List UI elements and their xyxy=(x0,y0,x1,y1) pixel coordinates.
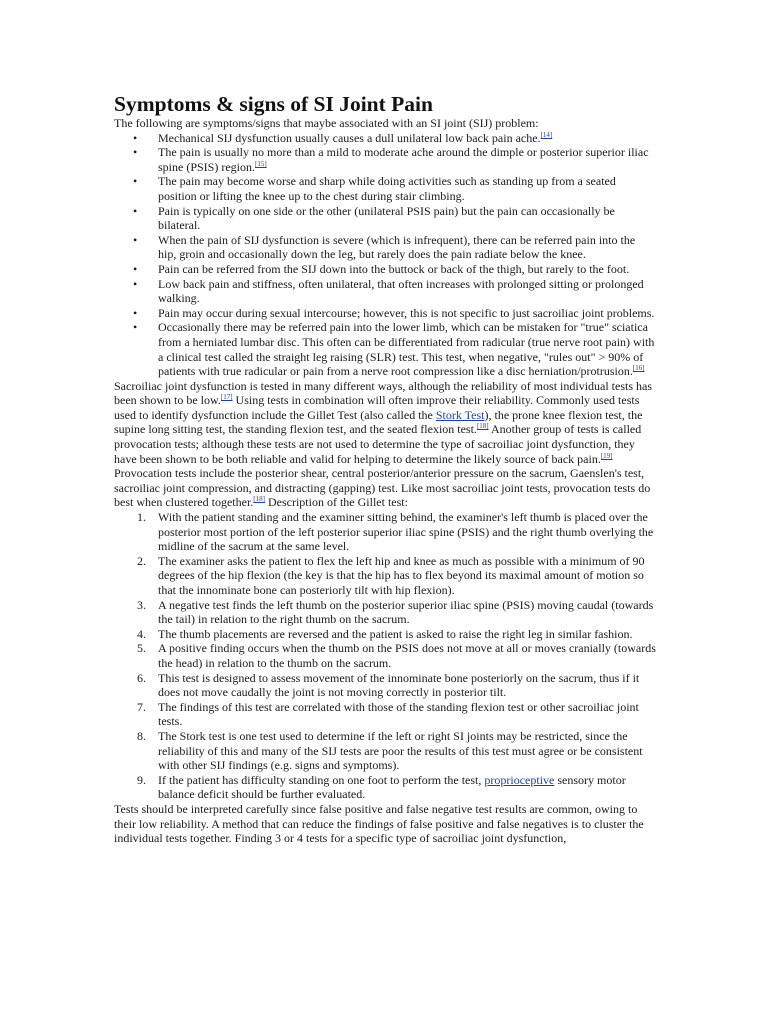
list-item: • The pain may become worse and sharp while doing activities such as standing up from a seated position or lifting the knee up to the chest during stair climbing. xyxy=(114,174,656,203)
list-item: • Low back pain and stiffness, often unilateral, that often increases with prolonged sitting or prolonged walking. xyxy=(114,277,656,306)
citation-link[interactable]: [17] xyxy=(220,393,233,402)
testing-paragraph: Sacroiliac joint dysfunction is tested in many different ways, although the reliability of most individual tests has been shown to be low.[17] Using tests in combination will often improve their reliability. Commonly used tests used to identify dysfunction include the Gillet Test (also called the Stork Test), the prone knee flexion test, the supine long sitting test, the standing flexion test, and the seated flexion test.[18] Another group of tests is called provocation tests; although these tests are not used to determine the type of sacroiliac joint dysfunction, they have been shown to be both reliable and valid for helping to determine the likely source of back pain.[19] Provocation tests include the posterior shear, central posterior/anterior pressure on the sacrum, Gaenslen's test, sacroiliac joint compression, and distracting (gapping) test. Like most sacroiliac joint tests, provocation tests do best when clustered together.[18] Description of the Gillet test: xyxy=(114,378,653,510)
list-item: • Pain can be referred from the SIJ down into the buttock or back of the thigh, but rarely to the foot. xyxy=(114,262,656,277)
citation-link[interactable]: [15] xyxy=(255,159,267,168)
list-item: 2. The examiner asks the patient to flex the left hip and knee as much as possible with a minimum of 90 degrees of the hip flexion (the key is that the hip has to flex beyond its maximal amount of motion so that the innominate bone can posteriorly tilt with hip flexion). xyxy=(137,553,645,597)
list-item: • Mechanical SIJ dysfunction usually causes a dull unilateral low back pain ache.[14] xyxy=(114,131,656,146)
list-item: 4. The thumb placements are reversed and the patient is asked to raise the right leg in similar fashion. xyxy=(137,626,633,641)
list-item: • Pain is typically on one side or the other (unilateral PSIS pain) but the pain can occasionally be bilateral. xyxy=(114,204,656,233)
list-item: • The pain is usually no more than a mild to moderate ache around the dimple or posterior superior iliac spine (PSIS) region.[15] xyxy=(114,145,656,174)
list-item: 1. With the patient standing and the examiner sitting behind, the examiner's left thumb is placed over the posterior most portion of the left posterior superior iliac spine (PSIS) and the right thumb overlying the midline of the sacrum at the same level. xyxy=(137,510,654,554)
proprioceptive-link[interactable]: proprioceptive xyxy=(484,772,555,787)
citation-link[interactable]: [19] xyxy=(600,451,613,460)
list-item: • Occasionally there may be referred pain into the lower limb, which can be mistaken for "true" sciatica from a herniated lumbar disc. This often can be differentiated from radicular (true nerve root pain) with a clinical test called the straight leg raising (SLR) test. This test, when negative, "rules out" > 90% of patients with true radicular or pain from a nerve root compression like a disc herniation/protrusion.[16] xyxy=(114,320,656,378)
page-title: Symptoms & signs of SI Joint Pain xyxy=(114,92,433,116)
gillet-steps-list xyxy=(114,510,656,802)
list-item: 5. A positive finding occurs when the thumb on the PSIS does not move at all or moves cranially (towards the head) in relation to the thumb on the sacrum. xyxy=(137,641,656,670)
stork-test-link[interactable]: Stork Test xyxy=(435,407,485,422)
list-item: • When the pain of SIJ dysfunction is severe (which is infrequent), there can be referred pain into the hip, groin and occasionally down the leg, but rarely does the pain radiate below the knee. xyxy=(114,233,656,262)
intro-text: The following are symptoms/signs that maybe associated with an SI joint (SIJ) problem: xyxy=(114,116,539,130)
list-item: 3. A negative test finds the left thumb on the posterior superior iliac spine (PSIS) moving caudal (towards the tail) in relation to the right thumb on the sacrum. xyxy=(137,597,654,627)
citation-link[interactable]: [14] xyxy=(540,130,553,139)
list-item: • Pain may occur during sexual intercourse; however, this is not specific to just sacroiliac joint problems. xyxy=(114,306,656,321)
list-item: 7. The findings of this test are correlated with those of the standing flexion test or other sacroiliac joint tests. xyxy=(137,699,639,729)
interpretation-paragraph: Tests should be interpreted carefully since false positive and false negative test results are common, owing to their low reliability. A method that can reduce the findings of false positive and false negatives is to cluster the individual tests together. Finding 3 or 4 tests for a specific type of sacroiliac joint dysfunction, xyxy=(114,801,644,846)
list-item: 8. The Stork test is one test used to determine if the left or right SI joints may be restricted, since the reliability of this and many of the SIJ tests are poor the results of this test must agree or be consistent with other SIJ findings (e.g. signs and symptoms). xyxy=(137,728,643,773)
document-page xyxy=(114,92,656,846)
citation-link[interactable]: [18] xyxy=(476,422,489,431)
citation-link[interactable]: [16] xyxy=(632,364,645,373)
list-item: 9. If the patient has difficulty standing on one foot to perform the test, proprioceptive sensory motor balance deficit should be further evaluated. xyxy=(137,772,626,802)
citation-link[interactable]: [18] xyxy=(253,495,265,504)
symptoms-list xyxy=(114,131,656,379)
list-item: 6. This test is designed to assess movement of the innominate bone posteriorly on the sacrum, thus if it does not move caudally the joint is not moving correctly in posterior tilt. xyxy=(137,670,640,700)
